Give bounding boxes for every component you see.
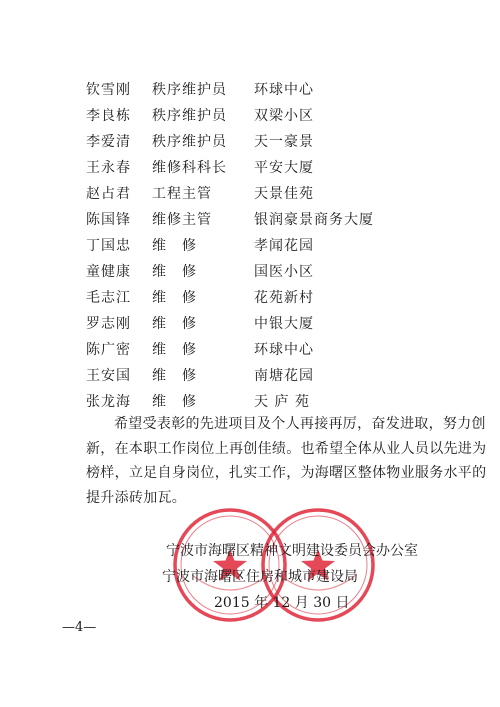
honoree-place: 天一豪景 (254, 134, 314, 150)
honoree-name: 王安国 (86, 368, 131, 384)
honoree-place: 平安大厦 (254, 160, 314, 176)
honoree-place: 天景佳苑 (254, 186, 314, 202)
honoree-place: 天 庐 苑 (254, 394, 310, 410)
honoree-name: 赵占君 (86, 186, 131, 202)
honoree-row (0, 103, 500, 129)
closing-paragraph (86, 412, 487, 510)
honoree-name: 李良栋 (86, 108, 131, 124)
honoree-name: 丁国忠 (86, 238, 131, 254)
signing-org-1: 宁波市海曙区精神文明建设委员会办公室 (166, 543, 418, 559)
paragraph-line: 提升添砖加瓦。 (86, 489, 187, 506)
honoree-name: 罗志刚 (86, 316, 131, 332)
honoree-title: 秩序维护员 (152, 108, 227, 124)
honoree-name: 钦雪刚 (86, 82, 131, 98)
honoree-place: 孝闻花园 (254, 238, 314, 254)
honoree-name: 王永春 (86, 160, 131, 176)
honoree-title: 维 修 (152, 368, 197, 384)
honoree-row (0, 129, 500, 155)
honoree-title: 维 修 (152, 342, 197, 358)
page-number: —4— (62, 620, 97, 635)
honoree-title: 维修科科长 (152, 160, 227, 176)
honoree-name: 张龙海 (86, 394, 131, 410)
honoree-name: 陈国锋 (86, 212, 131, 228)
honoree-place: 环球中心 (254, 82, 314, 98)
honoree-place: 环球中心 (254, 342, 314, 358)
honoree-title: 维 修 (152, 238, 197, 254)
honoree-place: 南塘花园 (254, 368, 314, 384)
honoree-row (0, 337, 500, 363)
honoree-row (0, 207, 500, 233)
honoree-title: 维 修 (152, 264, 197, 280)
honoree-title: 维 修 (152, 290, 197, 306)
honoree-title: 维 修 (152, 316, 197, 332)
honoree-name: 毛志江 (86, 290, 131, 306)
paragraph-line: 希望受表彰的先进项目及个人再接再厉，奋发进取，努力创 (114, 416, 486, 432)
honoree-row (0, 181, 500, 207)
honoree-title: 工程主管 (152, 186, 212, 202)
honoree-place: 国医小区 (254, 264, 314, 280)
honoree-row (0, 155, 500, 181)
honoree-place: 花苑新村 (254, 290, 314, 306)
paragraph-line: 榜样，立足自身岗位，扎实工作，为海曙区整体物业服务水平的 (86, 465, 487, 481)
honoree-row (0, 77, 500, 103)
honoree-place: 中银大厦 (254, 316, 314, 332)
honoree-title: 秩序维护员 (152, 134, 227, 150)
honoree-place: 双梁小区 (254, 108, 314, 124)
honoree-row (0, 285, 500, 311)
honoree-row (0, 233, 500, 259)
signing-date: 2015 年 12 月 30 日 (214, 595, 350, 611)
paragraph-line: 新，在本职工作岗位上再创佳绩。也希望全体从业人员以先进为 (86, 440, 487, 457)
signing-org-2: 宁波市海曙区住房和城市建设局 (162, 569, 358, 585)
honoree-title: 维 修 (152, 394, 197, 410)
honoree-name: 陈广密 (86, 342, 131, 358)
honoree-place: 银润豪景商务大厦 (254, 212, 374, 228)
honoree-row (0, 389, 500, 415)
honoree-row (0, 259, 500, 285)
honoree-title: 维修主管 (152, 212, 212, 228)
honoree-row (0, 363, 500, 389)
honoree-name: 童健康 (86, 264, 131, 280)
honoree-title: 秩序维护员 (152, 82, 227, 98)
honoree-row (0, 311, 500, 337)
honoree-name: 李爱清 (86, 134, 131, 150)
